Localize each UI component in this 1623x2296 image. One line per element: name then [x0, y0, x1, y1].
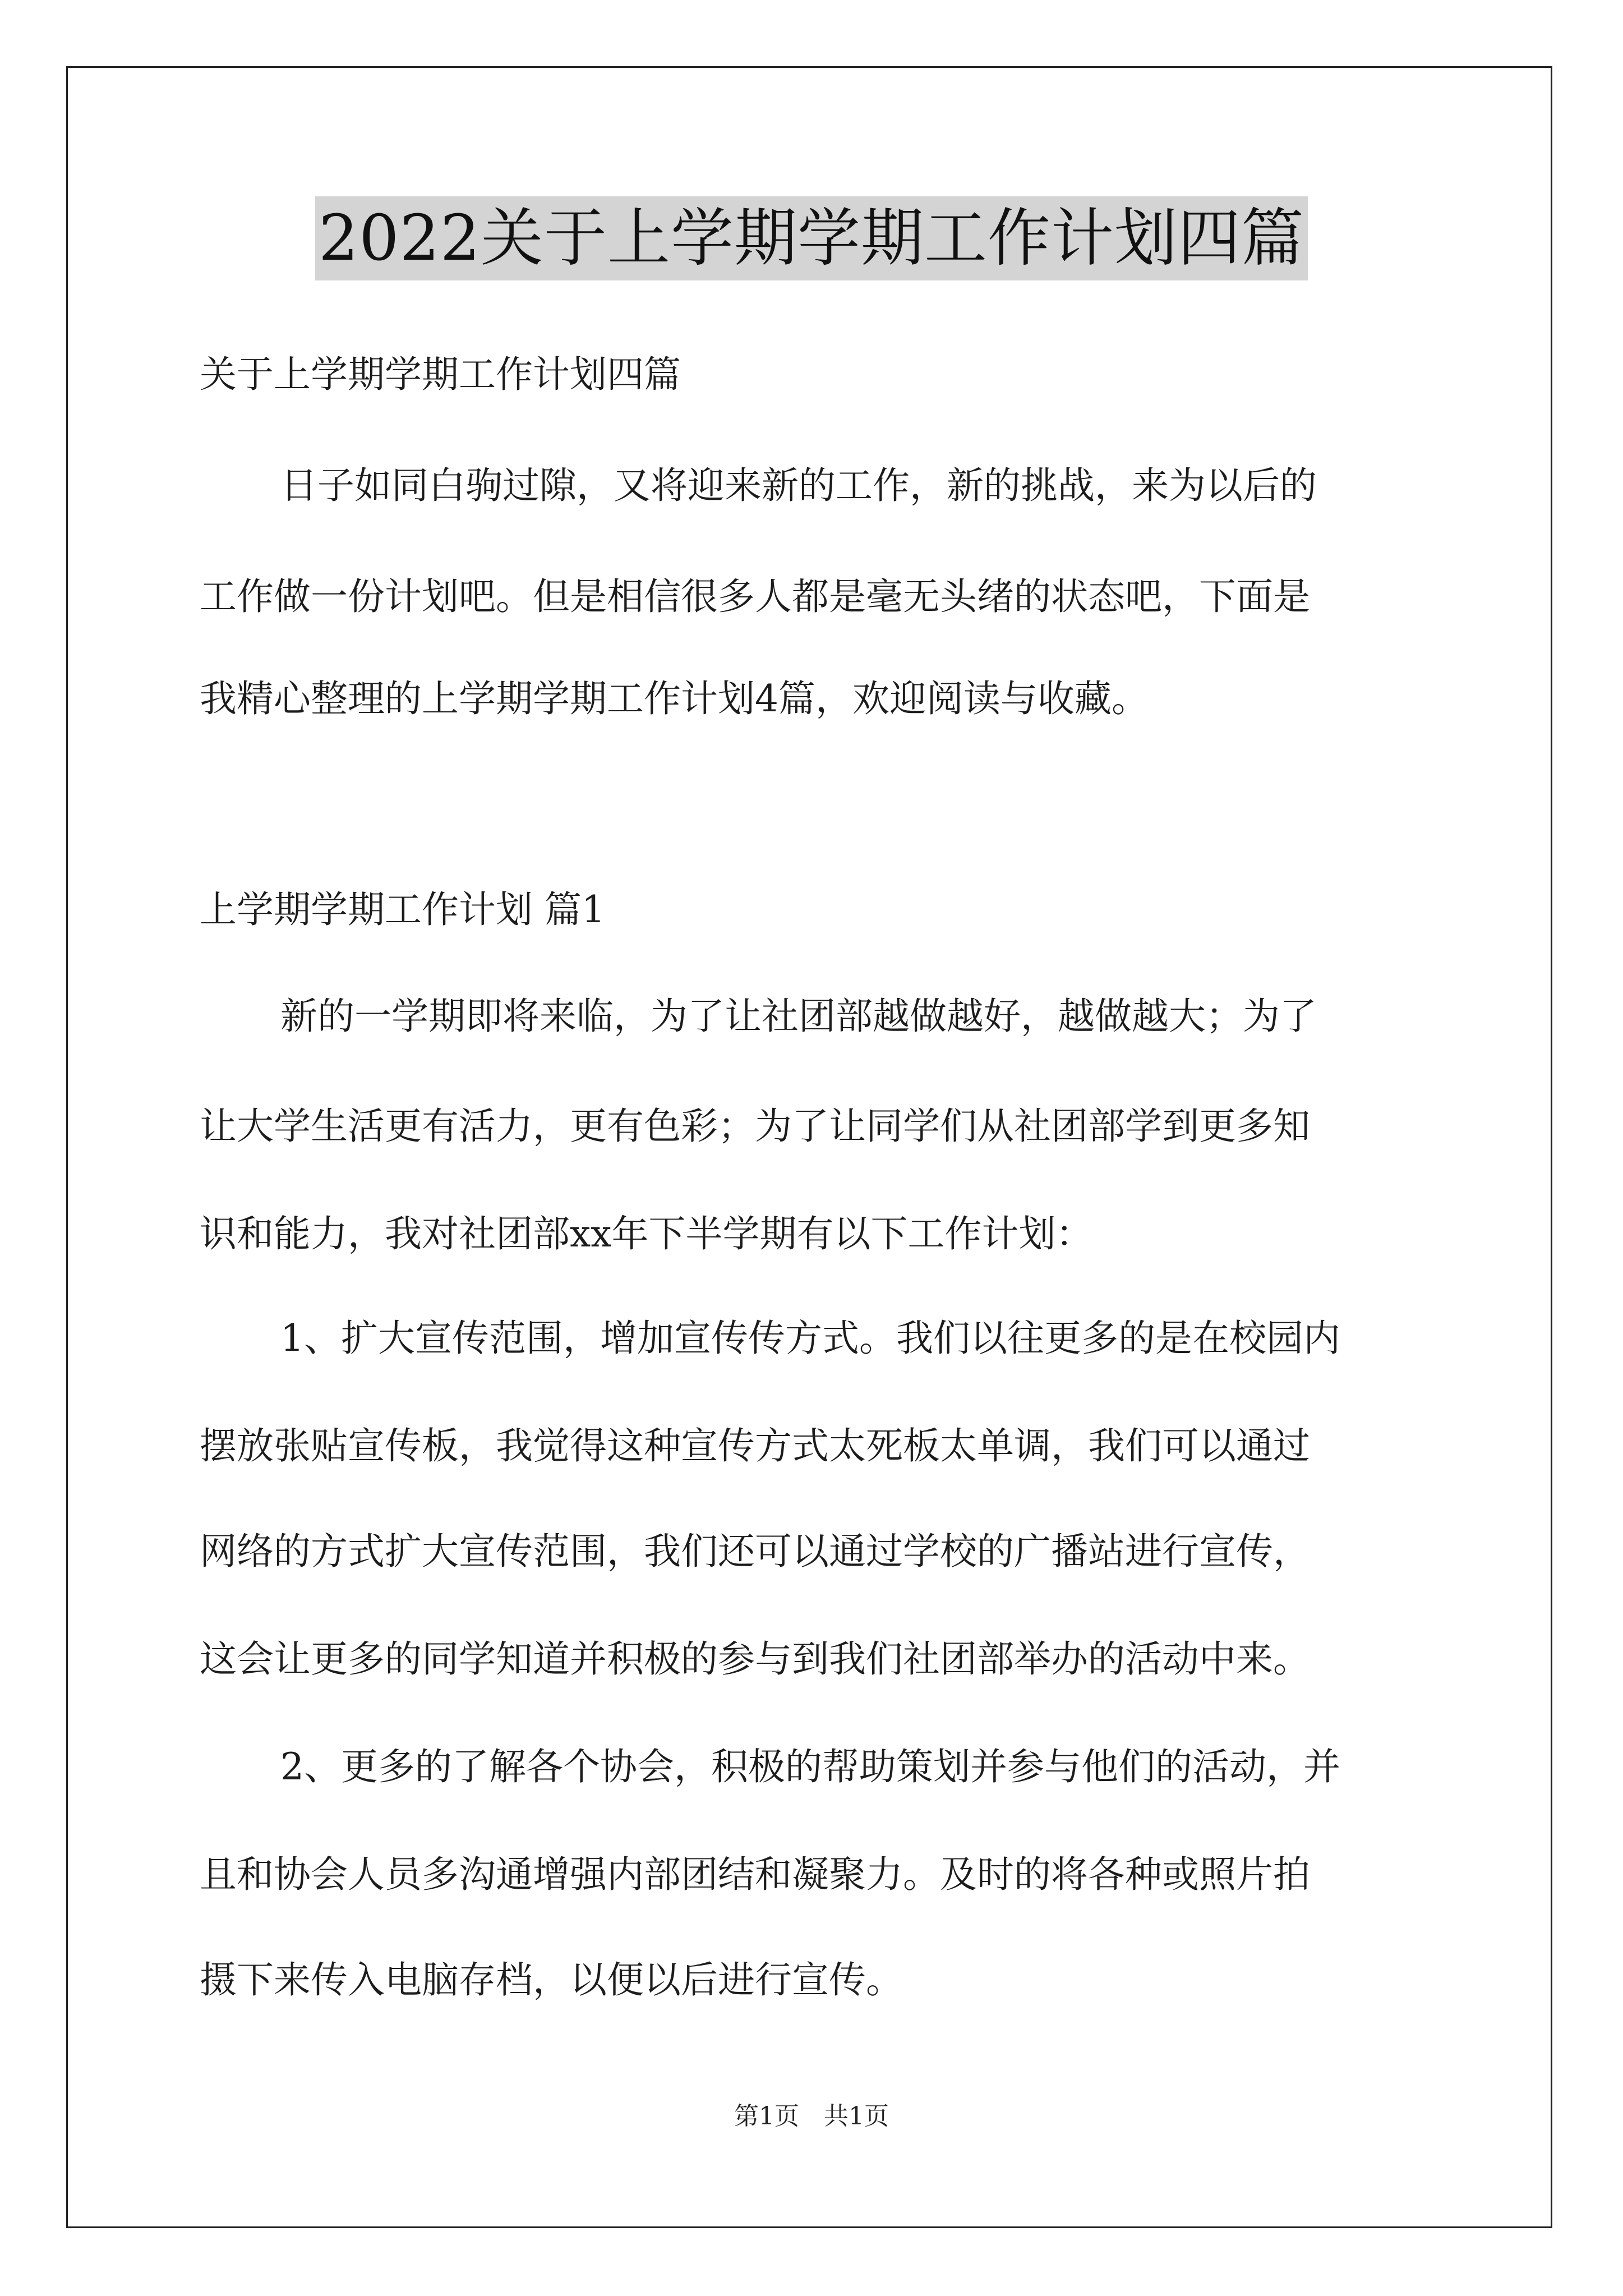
paragraph-line: 2、更多的了解各个协会，积极的帮助策划并参与他们的活动，并 — [280, 1745, 1340, 1788]
paragraph-line: 日子如同白驹过隙，又将迎来新的工作，新的挑战，来为以后的 — [280, 464, 1317, 507]
paragraph-line: 识和能力，我对社团部xx年下半学期有以下工作计划： — [200, 1212, 1093, 1255]
document-title: 2022关于上学期学期工作计划四篇 — [315, 196, 1308, 280]
paragraph-line: 这会让更多的同学知道并积极的参与到我们社团部举办的活动中来。 — [200, 1637, 1310, 1681]
paragraph-line: 我精心整理的上学期学期工作计划4篇，欢迎阅读与收藏。 — [200, 677, 1149, 720]
title-container — [0, 196, 1623, 280]
paragraph-line: 网络的方式扩大宣传范围，我们还可以通过学校的广播站进行宣传， — [200, 1530, 1310, 1573]
paragraph-line: 摆放张贴宣传板，我觉得这种宣传方式太死板太单调，我们可以通过 — [200, 1424, 1310, 1467]
section-heading: 上学期学期工作计划 篇1 — [200, 888, 605, 931]
paragraph-line: 摄下来传入电脑存档，以便以后进行宣传。 — [200, 1958, 903, 2001]
page-number-footer: 第1页 共1页 — [734, 2102, 889, 2131]
paragraph-line: 工作做一份计划吧。但是相信很多人都是毫无头绪的状态吧，下面是 — [200, 575, 1310, 618]
paragraph-line: 让大学生活更有活力，更有色彩；为了让同学们从社团部学到更多知 — [200, 1105, 1310, 1148]
paragraph-line: 且和协会人员多沟通增强内部团结和凝聚力。及时的将各种或照片拍 — [200, 1853, 1310, 1896]
paragraph-line: 1、扩大宣传范围，增加宣传传方式。我们以往更多的是在校园内 — [280, 1317, 1340, 1360]
paragraph-line: 新的一学期即将来临，为了让社团部越做越好，越做越大；为了 — [280, 995, 1317, 1038]
document-subtitle: 关于上学期学期工作计划四篇 — [200, 353, 681, 396]
